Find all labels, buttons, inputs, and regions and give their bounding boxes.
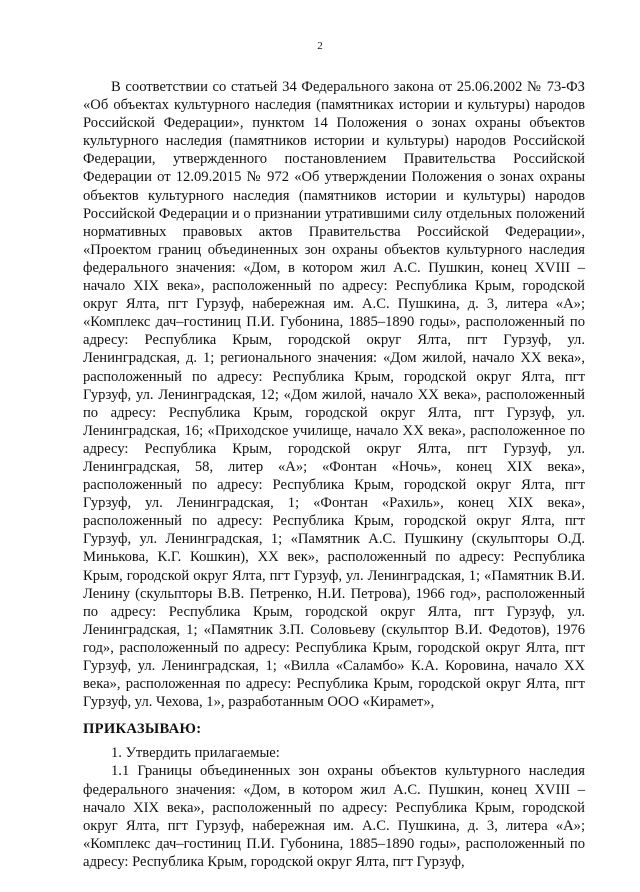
page-number: 2 — [317, 40, 323, 52]
clause-1-1: 1.1 Границы объединенных зон охраны объектов культурного наследия федерального значения: «Дом, в котором жил А.С. Пушкин, конец XVIII – начало XIX века», расположенный по адресу: Республика Крым, городской округ Ялта, пгт Гурзуф, набережная им. А.С. Пушкина, д. 3, литера «А»; «Комплекс дач–гостиниц П.И. Губонина, 1885–1890 годы», расположенный по адресу: Республика Крым, городской округ Ялта, пгт Гурзуф, — [83, 763, 585, 870]
order-heading: ПРИКАЗЫВАЮ: — [83, 721, 202, 738]
preamble-paragraph: В соответствии со статьей 34 Федерального закона от 25.06.2002 № 73-ФЗ «Об объектах культурного наследия (памятниках истории и культуры) народов Российской Федерации», пунктом 14 Положения о зонах охраны объектов культурного наследия (памятников истории и культуры) народов Российской Федерации, утвержденного постановлением Правительства Российской Федерации от 12.09.2015 № 972 «Об утверждении Положения о зонах охраны объектов культурного наследия (памятников истории и культуры) народов Российской Федерации и о признании утратившими силу отдельных положений нормативных правовых актов Правительства Российской Федерации», «Проектом границ объединенных зон охраны объектов культурного наследия федерального значения: «Дом, в котором жил А.С. Пушкин, конец XVIII – начало XIX века», расположенный по адресу: Республика Крым, городской округ Ялта, пгт Гурзуф, набережная им. А.С. Пушкина, д. 3, литера «А»; «Комплекс дач–гостиниц П.И. Губонина, 1885–1890 годы», расположенный по адресу: Республика Крым, городской округ Ялта, пгт Гурзуф, ул. Ленинградская, д. 1; регионального значения: «Дом жилой, начало XX века», расположенный по адресу: Республика Крым, городской округ Ялта, пгт Гурзуф, ул. Ленинградская, 12; «Дом жилой, начало XX века», расположенный по адресу: Республика Крым, городской округ Ялта, пгт Гурзуф, ул. Ленинградская, 16; «Приходское училище, начало XX века», расположенное по адресу: Республика Крым, городской округ Ялта, пгт Гурзуф, ул. Ленинградская, 58, литер «А»; «Фонтан «Ночь», конец XIX века», расположенный по адресу: Республика Крым, городской округ Ялта, пгт Гурзуф, ул. Ленинградская, 1; «Фонтан «Рахиль», конец XIX века», расположенный по адресу: Республика Крым, городской округ Ялта, пгт Гурзуф, ул. Ленинградская, 1; «Памятник А.С. Пушкину (скульпторы О.Д. Минькова, К.Г. Кошкин), XX век», расположенный по адресу: Республика Крым, городской округ Ялта, пгт Гурзуф, ул. Ленинградская, 1; «Памятник В.И. Ленину (скульпторы В.В. Петренко, Н.И. Петрова), 1966 год», расположенный по адресу: Республика Крым, городской округ Ялта, пгт Гурзуф, ул. Ленинградская, 1; «Памятник З.П. Соловьеву (скульптор В.И. Федотов), 1976 год», расположенный по адресу: Республика Крым, городской округ Ялта, пгт Гурзуф, ул. Ленинградская, 1; «Вилла «Саламбо» К.А. Коровина, начало XX века», расположенная по адресу: Республика Крым, городской округ Ялта, пгт Гурзуф, ул. Чехова, 1», разработанным ООО «Кирамет», — [83, 79, 585, 711]
clause-1: 1. Утвердить прилагаемые: — [111, 745, 280, 762]
document-body — [83, 78, 585, 871]
